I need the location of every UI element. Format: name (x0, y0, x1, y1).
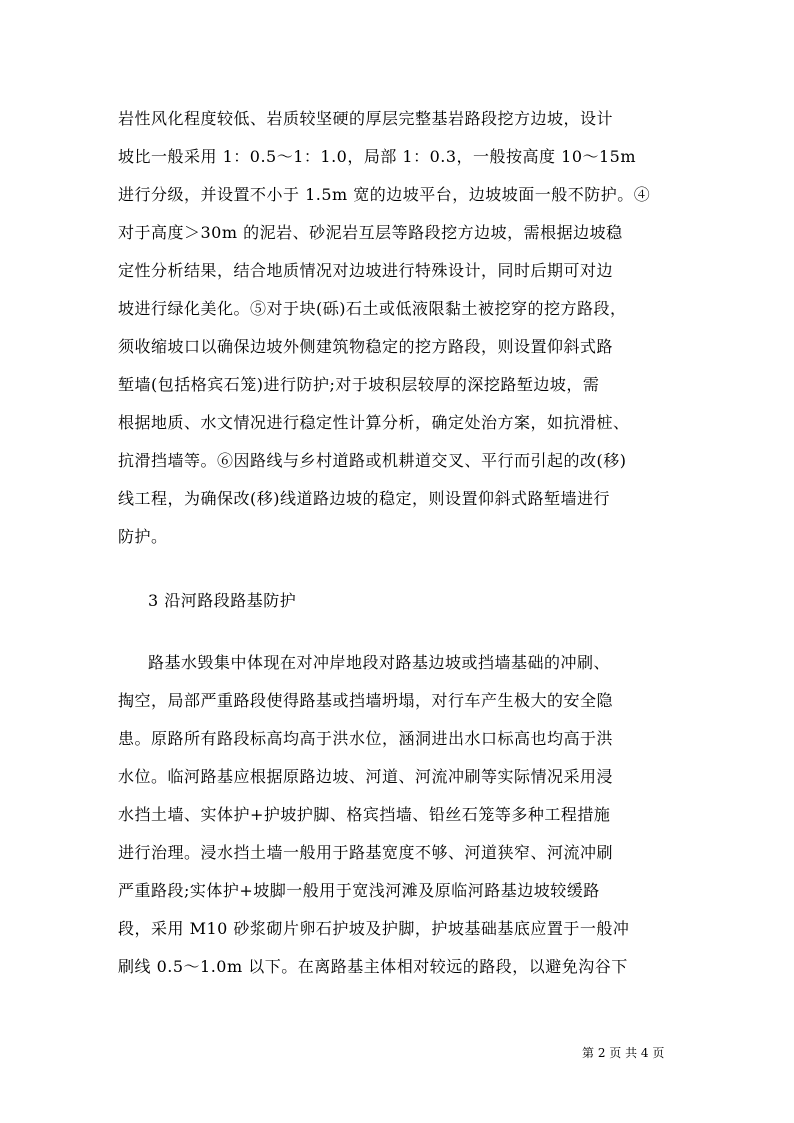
body-line-8: 堑墙(包括格宾石笼)进行防护;对于坡积层较厚的深挖路堑边坡，需 (118, 375, 600, 394)
section-line-2: 掏空，局部严重路段使得路基或挡墙坍塌，对行车产生极大的安全隐 (118, 691, 614, 710)
section-line-4: 水位。临河路基应根据原路边坡、河道、河流冲刷等实际情况采用浸 (118, 767, 614, 786)
body-line-12: 防护。 (118, 527, 168, 546)
body-line-11: 线工程，为确保改(移)线道路边坡的稳定，则设置仰斜式路堑墙进行 (118, 489, 610, 508)
body-line-7: 须收缩坡口以确保边坡外侧建筑物稳定的挖方路段，则设置仰斜式路 (118, 337, 614, 356)
section-line-7: 严重路段;实体护+坡脚一般用于宽浅河滩及原临河路基边坡较缓路 (118, 881, 600, 900)
body-line-1: 岩性风化程度较低、岩质较坚硬的厚层完整基岩路段挖方边坡，设计 (118, 109, 614, 128)
section-line-1: 路基水毁集中体现在对冲岸地段对路基边坡或挡墙基础的冲刷、 (148, 653, 611, 672)
page-number-footer: 第 2 页 共 4 页 (582, 1046, 665, 1060)
section-line-5: 水挡土墙、实体护+护坡护脚、格宾挡墙、铅丝石笼等多种工程措施 (118, 805, 611, 824)
body-line-9: 根据地质、水文情况进行稳定性计算分析，确定处治方案，如抗滑桩、 (118, 413, 630, 432)
body-line-3: 进行分级，并设置不小于 1.5m 宽的边坡平台，边坡坡面一般不防护。④ (118, 185, 651, 204)
section-line-3: 患。原路所有路段标高均高于洪水位，涵洞进出水口标高也均高于洪 (118, 729, 614, 748)
body-line-6: 坡进行绿化美化。⑤对于块(砾)石土或低液限黏土被挖穿的挖方路段， (118, 299, 627, 318)
section-line-9: 刷线 0.5～1.0m 以下。在离路基主体相对较远的路段，以避免沟谷下 (118, 957, 628, 976)
section-line-8: 段，采用 M10 砂浆砌片卵石护坡及护脚，护坡基础基底应置于一般冲 (118, 919, 630, 938)
body-line-5: 定性分析结果，结合地质情况对边坡进行特殊设计，同时后期可对边 (118, 261, 614, 280)
body-line-4: 对于高度＞30m 的泥岩、砂泥岩互层等路段挖方边坡，需根据边坡稳 (118, 223, 623, 242)
body-line-10: 抗滑挡墙等。⑥因路线与乡村道路或机耕道交叉、平行而引起的改(移) (118, 451, 627, 470)
section-line-6: 进行治理。浸水挡土墙一般用于路基宽度不够、河道狭窄、河流冲刷 (118, 843, 614, 862)
body-line-2: 坡比一般采用 1：0.5～1：1.0，局部 1：0.3，一般按高度 10～15m (118, 147, 637, 166)
section-heading: 3 沿河路段路基防护 (148, 591, 297, 610)
